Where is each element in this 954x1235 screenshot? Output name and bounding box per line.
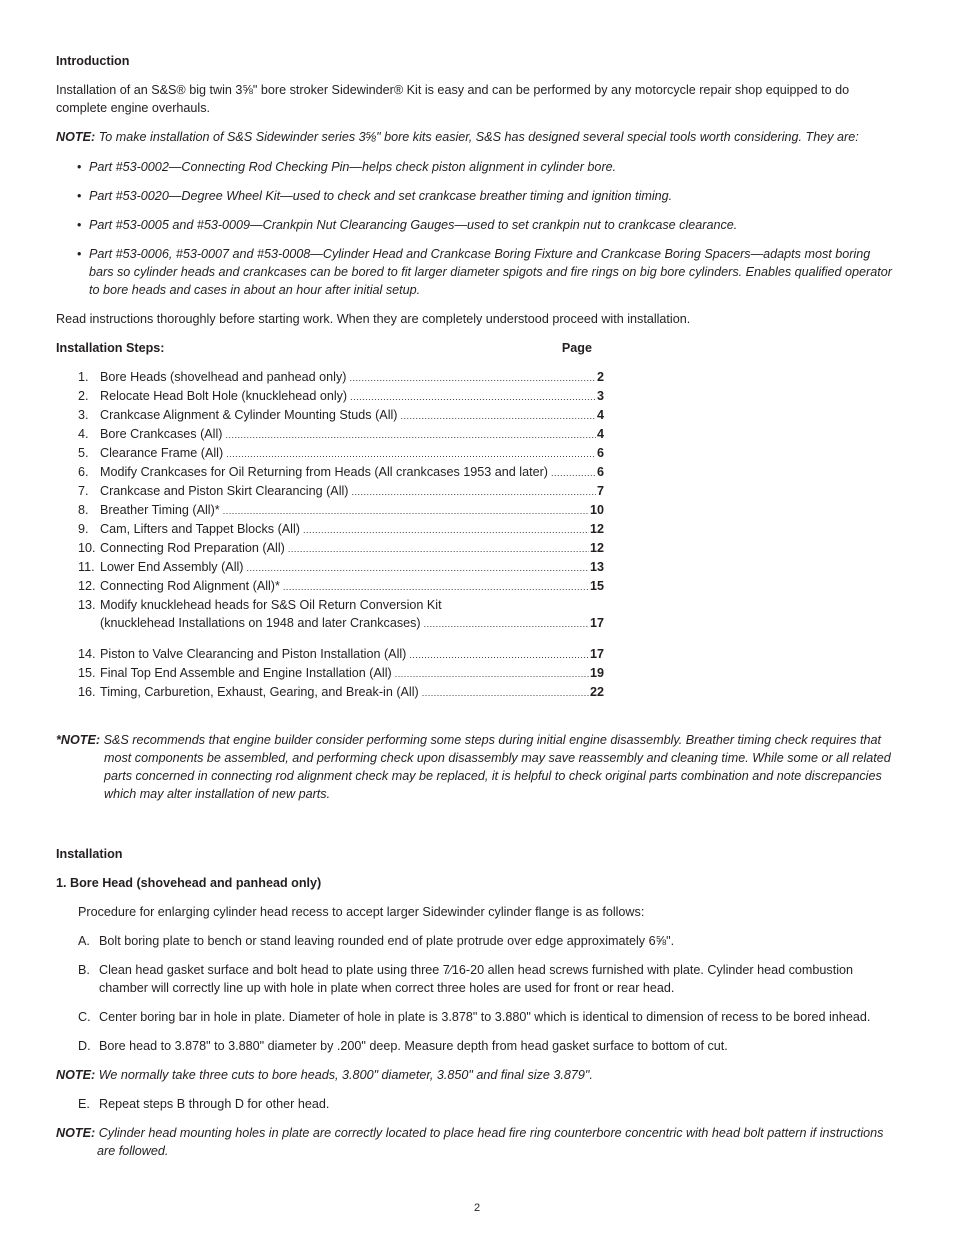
dot-leader	[223, 502, 589, 520]
toc-title: Crankcase Alignment & Cylinder Mounting Studs (All)	[100, 408, 398, 422]
toc-title-continued: (knucklehead Installations on 1948 and later Crankcases)	[100, 616, 421, 630]
read-instructions: Read instructions thoroughly before starting work. When they are completely understood proceed with installation.	[56, 312, 691, 326]
toc-title: Clearance Frame (All)	[100, 446, 224, 460]
toc-item	[78, 683, 604, 702]
list-item: C. Center boring bar in hole in plate. Diameter of hole in plate is 3.878" to 3.880" which is identical to dimension of recess to be bored inhead.	[78, 1010, 871, 1024]
dot-leader	[422, 684, 589, 702]
procedure-steps-continued	[56, 1095, 898, 1113]
bullet-icon: •	[77, 218, 82, 232]
toc-title: Modify knucklehead heads for S&S Oil Return Conversion Kit	[100, 598, 442, 612]
list-item: D. Bore head to 3.878" to 3.880" diameter by .200" deep. Measure depth from head gasket surface to bottom of cut.	[78, 1039, 728, 1053]
toc-title: Lower End Assembly (All)	[100, 560, 244, 574]
dot-leader	[350, 388, 596, 406]
toc-page: 6	[596, 446, 604, 460]
dot-leader	[551, 464, 596, 482]
toc-item	[78, 463, 604, 482]
toc-item	[78, 482, 604, 501]
toc-title: Connecting Rod Preparation (All)	[100, 541, 285, 555]
dot-leader	[349, 369, 596, 387]
toc-page: 6	[596, 465, 604, 479]
toc-page: 13	[589, 560, 604, 574]
toc-item	[78, 577, 604, 596]
list-item: A. Bolt boring plate to bench or stand leaving rounded end of plate protrude over edge approximately 6⅝".	[78, 934, 675, 948]
dot-leader	[288, 540, 589, 558]
steps-header	[56, 339, 592, 357]
table-of-contents	[78, 368, 604, 702]
toc-page: 22	[589, 685, 604, 699]
list-item: • Part #53-0005 and #53-0009—Crankpin Nut Clearancing Gauges—used to set crankpin nut to crankcase clearance.	[77, 218, 738, 232]
toc-item	[78, 664, 604, 683]
toc-title: Crankcase and Piston Skirt Clearancing (All)	[100, 484, 349, 498]
toc-page: 15	[589, 579, 604, 593]
toc-item	[78, 539, 604, 558]
toc-title: Relocate Head Bolt Hole (knucklehead only)	[100, 389, 348, 403]
toc-number: 13.	[78, 598, 96, 612]
toc-title: Timing, Carburetion, Exhaust, Gearing, and Break-in (All)	[100, 685, 419, 699]
procedure-steps	[56, 932, 898, 1055]
intro-note	[56, 128, 898, 146]
note-label: NOTE:	[56, 130, 96, 144]
toc-title: Final Top End Assemble and Engine Installation (All)	[100, 666, 392, 680]
bullet-icon: •	[77, 247, 82, 261]
toc-item	[78, 444, 604, 463]
toc-number: 10.	[78, 541, 96, 555]
toc-number: 16.	[78, 685, 96, 699]
toc-page: 2	[596, 370, 604, 384]
document-page	[56, 52, 898, 1171]
dot-leader	[303, 521, 589, 539]
mounting-note: NOTE: Cylinder head mounting holes in plate are correctly located to place head fire ring counterbore concentric with head bolt pattern if instructions are followed.	[56, 1126, 884, 1158]
tool-list	[56, 158, 898, 299]
intro-heading: Introduction	[56, 54, 130, 68]
toc-number: 11.	[78, 560, 95, 574]
toc-page: 10	[589, 503, 604, 517]
toc-number: 15.	[78, 666, 96, 680]
toc-item	[78, 645, 604, 664]
toc-title: Connecting Rod Alignment (All)*	[100, 579, 280, 593]
dot-leader	[424, 615, 589, 633]
toc-page: 7	[596, 484, 604, 498]
bullet-icon: •	[77, 189, 82, 203]
toc-number: 9.	[78, 522, 89, 536]
toc-item	[78, 387, 604, 406]
dot-leader	[225, 426, 596, 444]
toc-item	[78, 501, 604, 520]
dot-leader	[409, 646, 589, 664]
toc-item	[78, 406, 604, 425]
toc-number: 3.	[78, 408, 89, 422]
toc-page: 17	[589, 647, 604, 661]
list-item: E. Repeat steps B through D for other head.	[78, 1097, 330, 1111]
list-item: • Part #53-0006, #53-0007 and #53-0008—Cylinder Head and Crankcase Boring Fixture and Crankcase Boring Spacers—adapts most boring bars so cylinder heads and crankcases can be bored to fit larger diameter spigots and fire rings on big bore cylinders. Enables qualified operator to bore heads and cases in about an hour after initial setup.	[77, 247, 892, 297]
toc-number: 6.	[78, 465, 89, 479]
toc-item	[78, 596, 604, 633]
bore-note: NOTE: We normally take three cuts to bore heads, 3.800" diameter, 3.850" and final size 3.879".	[56, 1068, 593, 1082]
toc-page: 4	[596, 427, 604, 441]
toc-page: 3	[596, 389, 604, 403]
toc-title: Piston to Valve Clearancing and Piston Installation (All)	[100, 647, 407, 661]
page-column-label: Page	[561, 341, 592, 355]
dot-leader	[400, 407, 596, 425]
toc-number: 2.	[78, 389, 89, 403]
toc-item	[78, 425, 604, 444]
toc-page: 19	[589, 666, 604, 680]
section-heading: 1. Bore Head (shovehead and panhead only)	[56, 876, 322, 890]
toc-item	[78, 368, 604, 387]
toc-number: 12.	[78, 579, 96, 593]
toc-page: 12	[589, 541, 604, 555]
dot-leader	[283, 578, 589, 596]
toc-title: Bore Crankcases (All)	[100, 427, 223, 441]
toc-number: 7.	[78, 484, 89, 498]
toc-page: 4	[596, 408, 604, 422]
list-item: • Part #53-0020—Degree Wheel Kit—used to check and set crankcase breather timing and ignition timing.	[77, 189, 673, 203]
dot-leader	[226, 445, 596, 463]
dot-leader	[395, 665, 589, 683]
toc-title: Modify Crankcases for Oil Returning from Heads (All crankcases 1953 and later)	[100, 465, 548, 479]
bullet-icon: •	[77, 160, 82, 174]
toc-number: 1.	[78, 370, 89, 384]
procedure-intro: Procedure for enlarging cylinder head recess to accept larger Sidewinder cylinder flange is as follows:	[78, 905, 645, 919]
page-number: 2	[473, 1202, 481, 1214]
toc-number: 5.	[78, 446, 89, 460]
toc-page: 12	[589, 522, 604, 536]
toc-title: Breather Timing (All)*	[100, 503, 220, 517]
dot-leader	[246, 559, 589, 577]
toc-page: 17	[589, 616, 604, 630]
toc-number: 14.	[78, 647, 96, 661]
toc-item	[78, 558, 604, 577]
star-note: *NOTE: S&S recommends that engine builder consider performing some steps during initial engine disassembly. Breather timing check requires that most components be assembled, and performing check upon disassembly may save reassembly and cleaning time. While some or all related parts concerned in connecting rod alignment check may be replaced, it is helpful to check original parts combination and note discrepancies which may alter installation of new parts.	[56, 733, 891, 801]
intro-paragraph: Installation of an S&S® big twin 3⅝" bore stroker Sidewinder® Kit is easy and can be performed by any motorcycle repair shop equipped to do complete engine overhauls.	[56, 83, 850, 115]
list-item: • Part #53-0002—Connecting Rod Checking Pin—helps check piston alignment in cylinder bore.	[77, 160, 617, 174]
toc-title: Cam, Lifters and Tappet Blocks (All)	[100, 522, 300, 536]
dot-leader	[351, 483, 596, 501]
toc-title: Bore Heads (shovelhead and panhead only)	[100, 370, 347, 384]
installation-heading: Installation	[56, 847, 123, 861]
note-text: To make installation of S&S Sidewinder series 3⅝" bore kits easier, S&S has designed several special tools worth considering. They are:	[98, 130, 859, 144]
list-item: B. Clean head gasket surface and bolt head to plate using three 7⁄16-20 allen head screws furnished with plate. Cylinder head combustion chamber will correctly line up with hole in plate when correct three holes are used for front or rear head.	[78, 963, 854, 995]
steps-title: Installation Steps:	[56, 341, 165, 355]
toc-item	[78, 520, 604, 539]
toc-number: 8.	[78, 503, 89, 517]
toc-number: 4.	[78, 427, 89, 441]
